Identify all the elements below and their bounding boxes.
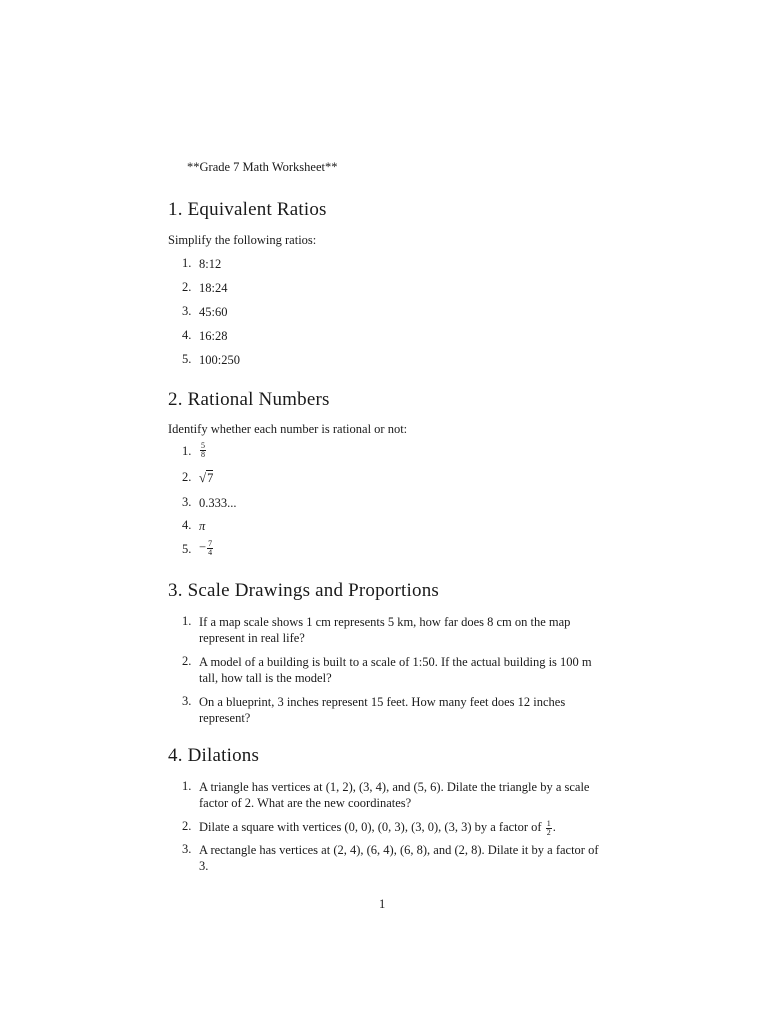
item-index: 3. <box>182 842 192 856</box>
item-index: 2. <box>182 654 192 668</box>
item-index: 3. <box>182 304 192 318</box>
fraction-numerator: 1 <box>546 818 551 828</box>
section-heading-scale-drawings <box>168 580 439 602</box>
document-title: **Grade 7 Math Worksheet** <box>187 160 338 174</box>
item-text: 0.333... <box>199 496 237 510</box>
item-index: 2. <box>182 819 192 833</box>
item-fraction <box>199 539 604 557</box>
section-title: Equivalent Ratios <box>187 199 327 220</box>
item-text: 100:250 <box>199 353 240 367</box>
item-suffix: . <box>552 820 556 834</box>
section-title: Dilations <box>187 745 260 766</box>
item-text: A triangle has vertices at (1, 2), (3, 4), and (5, 6). Dilate the triangle by a scale factor of 2. What are the new coordinates? <box>199 780 590 810</box>
item-index: 4. <box>182 518 192 532</box>
item-text: A rectangle has vertices at (2, 4), (6, 4), (6, 8), and (2, 8). Dilate it by a factor of 3. <box>199 843 599 873</box>
item-index: 3. <box>182 495 192 509</box>
item-square-root <box>199 470 604 486</box>
fraction-denominator: 8 <box>201 449 205 459</box>
item-index: 2. <box>182 470 192 484</box>
page-number: 1 <box>379 897 386 911</box>
square-root-symbol: √ <box>199 470 207 485</box>
section-instructions: Simplify the following ratios: <box>168 233 317 247</box>
item-text-with-fraction <box>199 819 604 837</box>
negative-sign: − <box>199 540 207 554</box>
item-index: 1. <box>182 444 192 458</box>
item-index: 1. <box>182 614 192 628</box>
item-index: 1. <box>182 779 192 793</box>
item-index: 4. <box>182 328 192 342</box>
item-index: 5. <box>182 542 192 556</box>
item-text: A model of a building is built to a scale of 1:50. If the actual building is 100 m tall, how tall is the model? <box>199 655 592 685</box>
section-heading-dilations <box>168 745 259 767</box>
item-index: 1. <box>182 256 192 270</box>
item-text: 16:28 <box>199 329 228 343</box>
fraction-numerator: 5 <box>201 440 205 450</box>
fraction <box>546 820 552 837</box>
item-text: 8:12 <box>199 257 222 271</box>
fraction-denominator: 4 <box>208 547 213 557</box>
item-index: 5. <box>182 352 192 366</box>
section-number: 4. <box>168 745 183 766</box>
fraction <box>207 540 213 557</box>
item-text: 45:60 <box>199 305 228 319</box>
item-text: Dilate a square with vertices (0, 0), (0, 3), (3, 0), (3, 3) by a factor of <box>199 820 545 834</box>
item-index: 3. <box>182 694 192 708</box>
item-text: If a map scale shows 1 cm represents 5 km, how far does 8 cm on the map represent in real life? <box>199 615 571 645</box>
fraction <box>200 442 206 459</box>
section-heading-equivalent-ratios <box>168 199 327 221</box>
section-number: 2. <box>168 389 183 410</box>
section-instructions: Identify whether each number is rational or not: <box>168 422 408 436</box>
item-text: On a blueprint, 3 inches represent 15 feet. How many feet does 12 inches represent? <box>199 695 566 725</box>
item-text: 18:24 <box>199 281 228 295</box>
item-fraction <box>199 441 604 459</box>
section-heading-rational-numbers <box>168 389 330 411</box>
section-title: Rational Numbers <box>187 389 330 410</box>
item-index: 2. <box>182 280 192 294</box>
section-title: Scale Drawings and Proportions <box>187 580 439 601</box>
section-number: 3. <box>168 580 183 601</box>
section-number: 1. <box>168 199 183 220</box>
fraction-denominator: 2 <box>546 827 551 837</box>
fraction-numerator: 7 <box>208 538 213 548</box>
item-text: π <box>199 519 206 533</box>
radicand: 7 <box>207 471 214 485</box>
